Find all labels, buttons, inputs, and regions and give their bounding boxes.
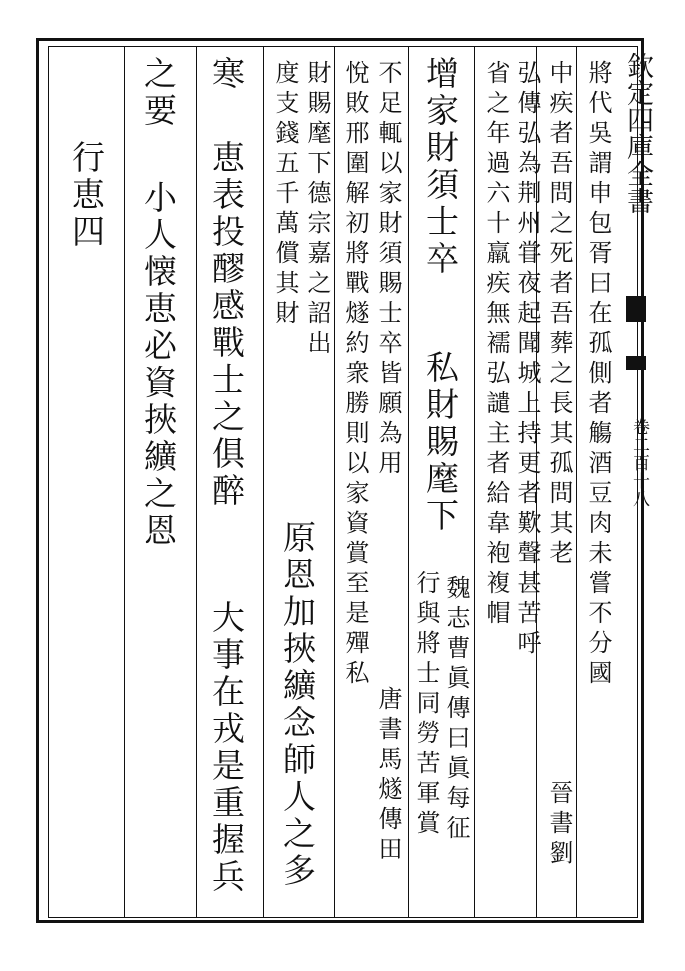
text-column-4: 省之年過六十羸疾無襦弘譴主者給韋袍複帽	[482, 60, 510, 630]
text-column-12: 寒	[207, 56, 246, 93]
text-column-13b: 小人懐恵必資挾纊之恩	[139, 180, 178, 550]
text-column-12b: 恵表投醪感戰士之俱醉	[207, 140, 246, 510]
text-column-7: 行與將士同勞苦軍賞	[412, 570, 440, 840]
text-column-10: 財賜麾下德宗嘉之詔出	[303, 60, 331, 360]
text-column-5-heading-b: 私財賜麾下	[421, 350, 460, 535]
text-column-12c: 大事在戎是重握兵	[207, 600, 246, 896]
text-column-3: 弘傳弘為荆州甞夜起聞城上持更者歎聲甚苦呼	[513, 60, 541, 660]
text-column-2b: 晉書劉	[545, 780, 573, 870]
text-column-6: 魏志曹眞傳曰眞每征	[442, 575, 470, 845]
text-column-5-heading: 增家財須士卒	[421, 56, 460, 278]
fishtail-mark	[626, 296, 646, 322]
column-rule	[474, 46, 475, 918]
column-rule	[124, 46, 125, 918]
column-rule	[576, 46, 577, 918]
column-rule	[263, 46, 264, 918]
column-rule	[408, 46, 409, 918]
text-column-13: 之要	[139, 56, 178, 130]
volume-label: 卷二百十八	[629, 418, 649, 508]
collection-title: 欽定四庫全書	[622, 52, 653, 214]
text-column-8: 不足輒以家財須賜士卒皆願為用	[374, 60, 402, 480]
text-column-11: 度支錢五千萬償其財	[271, 60, 299, 330]
column-rule	[196, 46, 197, 918]
column-rule	[334, 46, 335, 918]
section-title: 行恵四	[67, 140, 106, 251]
text-column-2: 中疾者吾問之死者吾葬之長其孤問其老	[545, 60, 573, 570]
fishtail-mark	[626, 356, 646, 370]
text-column-9: 悅敗邢圍解初將戰燧約衆勝則以家資賞至是殫私	[341, 60, 369, 690]
text-column-8b: 唐書馬燧傳田	[374, 686, 402, 866]
text-column-11b: 原恩加挾纊念師人之多	[278, 520, 317, 890]
text-column-1: 將代吳謂申包胥曰在孤側者觴酒豆肉未嘗不分國	[584, 60, 612, 690]
